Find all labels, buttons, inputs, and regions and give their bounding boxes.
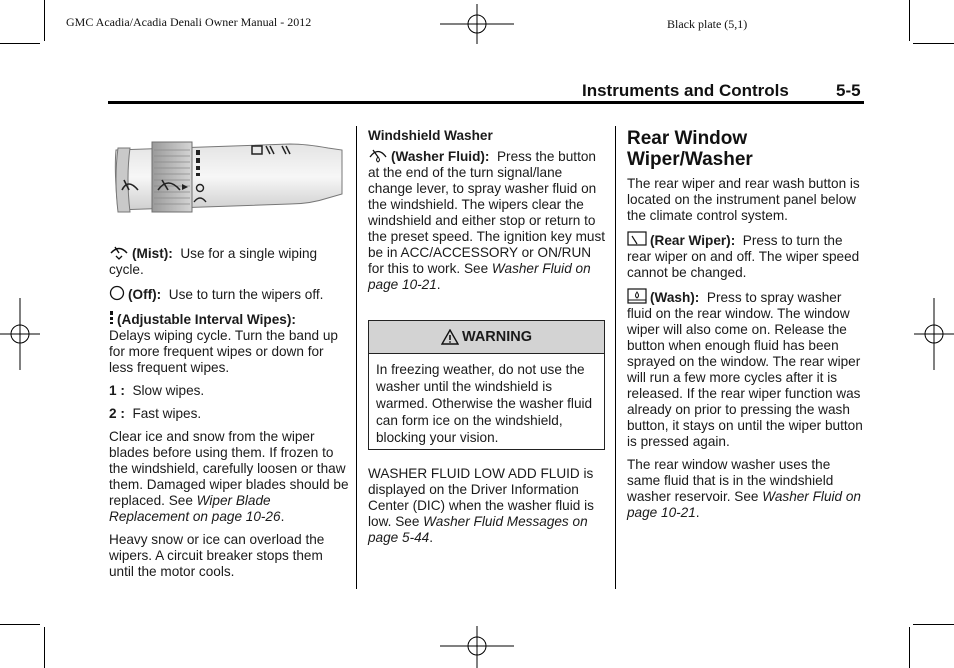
registration-mark-icon (440, 4, 514, 44)
washer-low-text: WASHER FLUID LOW ADD FLUID is displayed on the Driver Information Center (DIC) when the washer fluid is low. See (368, 466, 594, 529)
crop-mark (44, 627, 45, 668)
off-circle-icon (109, 285, 125, 301)
washer-low-paragraph (368, 466, 604, 553)
warning-box (368, 320, 605, 450)
mist-text: Use for a single wiping cycle. (109, 246, 318, 277)
warning-title: WARNING (461, 329, 533, 345)
item-1-text: Slow wipes. (132, 383, 205, 398)
item-1-number: 1 : (109, 383, 125, 398)
crop-mark (0, 624, 40, 625)
windshield-washer-icon (368, 145, 388, 163)
page-number: 5-5 (836, 81, 861, 100)
adjustable-label: (Adjustable Interval Wipes): (117, 312, 296, 327)
rear-wiper-label: (Rear Wiper): (650, 233, 736, 248)
warning-text: In freezing weather, do not use the washer until the windshield is warmed. Otherwise the washer fluid can form ice on the windshield, blocking your vision. (376, 362, 593, 445)
interval-bar-icon (109, 310, 114, 326)
heavy-snow-text: Heavy snow or ice can overload the wipers. A circuit breaker stops them until the motor cools. (109, 532, 325, 579)
registration-mark-icon (440, 626, 514, 668)
washer-fluid-reference[interactable]: Washer Fluid on page 10-21 (368, 261, 591, 292)
warning-header (369, 321, 604, 354)
adjustable-text: Delays wiping cycle. Turn the band up for more frequent wipes or down for less frequent wipes. (109, 328, 338, 375)
registration-mark-icon (914, 298, 954, 370)
washer-fluid-label: (Washer Fluid): (391, 149, 490, 164)
plate-label: Black plate (5,1) (667, 17, 748, 31)
column-divider (615, 126, 616, 589)
manual-title: GMC Acadia/Acadia Denali Owner Manual - 2012 (66, 15, 312, 29)
item-2-text: Fast wipes. (132, 406, 202, 421)
column-1 (109, 244, 349, 587)
rear-wiper-text: Press to turn the rear wiper on and off. The wiper speed cannot be changed. (627, 233, 860, 280)
column-2 (368, 128, 606, 300)
same-fluid-end: . (695, 505, 700, 520)
title-line-1: Rear Window (627, 128, 748, 149)
rear-intro-text: The rear wiper and rear wash button is located on the instrument panel below the climate control system. (627, 176, 860, 223)
crop-mark (44, 0, 45, 41)
item-2-number: 2 : (109, 406, 125, 421)
washer-low-end: . (429, 530, 434, 545)
rear-washer-fluid-reference[interactable]: Washer Fluid on page 10-21 (627, 489, 861, 520)
off-text: Use to turn the wipers off. (168, 287, 324, 302)
washer-fluid-end: . (436, 277, 441, 292)
header-rule (108, 101, 864, 104)
washer-messages-reference[interactable]: Washer Fluid Messages on page 5-44 (368, 514, 588, 545)
mist-label: (Mist): (132, 246, 173, 261)
crop-mark (909, 627, 910, 668)
crop-mark (913, 624, 954, 625)
title-line-2: Wiper/Washer (627, 149, 753, 170)
clear-end: . (280, 509, 285, 524)
column-3 (627, 128, 865, 528)
registration-mark-icon (0, 298, 40, 370)
column-divider (356, 126, 357, 589)
crop-mark (909, 0, 910, 41)
washer-fluid-text: Press the button at the end of the turn signal/lane change lever, to spray washer fluid on the windshield. The wipers clear the windshield and either stop or return to the preset speed. The ignition key must be in ACC/ACCESSORY or ON/RUN for this to work. See (368, 149, 606, 276)
wash-label: (Wash): (650, 290, 700, 305)
same-fluid-text: The rear window washer uses the same fluid that is in the windshield washer reservoir. See (627, 457, 834, 504)
mist-icon (109, 244, 129, 260)
wiper-blade-reference[interactable]: Wiper Blade Replacement on page 10-26 (109, 493, 281, 524)
off-label: (Off): (128, 287, 162, 302)
wiper-stalk-illustration (110, 128, 350, 216)
crop-mark (0, 43, 40, 44)
rear-wash-icon (627, 288, 647, 304)
wash-text: Press to spray washer fluid on the rear window. The window wiper will also come on. Release the button when enough fluid has been sprayed on the window. The rear wiper will run a few more cycles after it is released. If the rear wiper function was already on prior to pressing the wash button, it stays on until the wiper button is pressed again. (627, 290, 863, 449)
section-title: Instruments and Controls (582, 81, 789, 100)
crop-mark (913, 43, 954, 44)
warning-triangle-icon (441, 329, 459, 345)
clear-ice-text: Clear ice and snow from the wiper blades before using them. If frozen to the windshield, carefully loosen or thaw them. Damaged wiper blades should be replaced. See (109, 429, 349, 508)
windshield-washer-heading: Windshield Washer (368, 128, 493, 143)
rear-wiper-title (627, 128, 865, 170)
rear-wiper-icon (627, 231, 647, 247)
